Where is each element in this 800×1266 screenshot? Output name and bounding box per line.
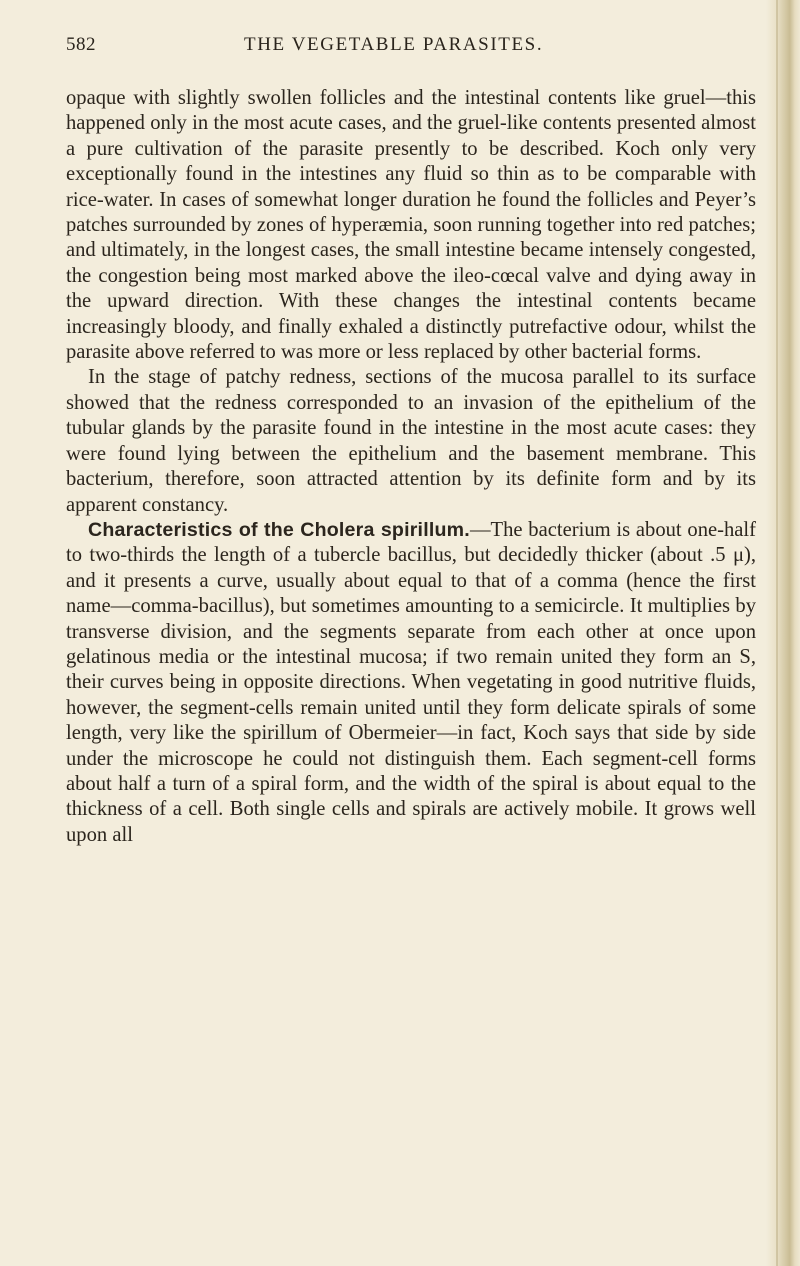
page-binding-edge: [776, 0, 778, 1266]
paragraph-patchy-redness: In the stage of patchy redness, sections of the mucosa parallel to its surface showed that the redness corresponded to an invasion of the epithelium of the tubular glands by the parasite found in the intestine in the most acute cases: they were found lying between the epithelium and the basement membrane. This bacterium, therefore, soon attracted attention by its definite form and by its apparent constancy.: [66, 366, 756, 516]
running-head: THE VEGETABLE PARASITES.: [244, 34, 544, 55]
paragraph-characteristics-text: —The bacterium is about one-half to two-thirds the length of a tubercle bacillus, but decidedly thicker (about .5 μ), and it presents a curve, usually about equal to that of a comma (hence the first name—comma-bacillus), but sometimes amounting to a semicircle. It multiplies by transverse division, and the segments separate from each other at once upon gelatinous media or the intestinal mucosa; if two remain united they form an S, their curves being in opposite directions. When vegetating in good nutritive fluids, however, the segment-cells remain united until they form delicate spirals of some length, very like the spirillum of Obermeier—in fact, Koch says that side by side under the microscope he could not distinguish them. Each segment-cell forms about half a turn of a spiral form, and the width of the spiral is about equal to the thickness of a cell. Both single cells and spirals are actively mobile. It grows well upon all: [66, 518, 757, 846]
page-gutter-shadow: [766, 0, 800, 1266]
page-number: 582: [66, 34, 96, 55]
paragraph-continued: opaque with slightly swollen follicles and the intestinal contents like gruel—this happened only in the most acute cases, and the gruel-like contents presented almost a pure cultivation of the parasite presently to be described. Koch only very exceptionally found in the intestines any fluid so thin as to be comparable with rice-water. In cases of somewhat longer duration he found the follicles and Peyer’s patches surrounded by zones of hyperæmia, soon running together into red patches; and ultimately, in the longest cases, the small intestine became intensely congested, the congestion being most marked above the ileo-cœcal valve and dying away in the upward direction. With these changes the intestinal contents became increasingly bloody, and finally exhaled a distinctly putrefactive odour, whilst the parasite above referred to was more or less replaced by other bacterial forms.: [66, 87, 756, 364]
body-text: [66, 86, 756, 848]
paragraph-characteristics: [66, 518, 756, 848]
section-run-in-heading: Characteristics of the Cholera spirillum.: [88, 518, 470, 541]
page-header: [66, 34, 756, 64]
